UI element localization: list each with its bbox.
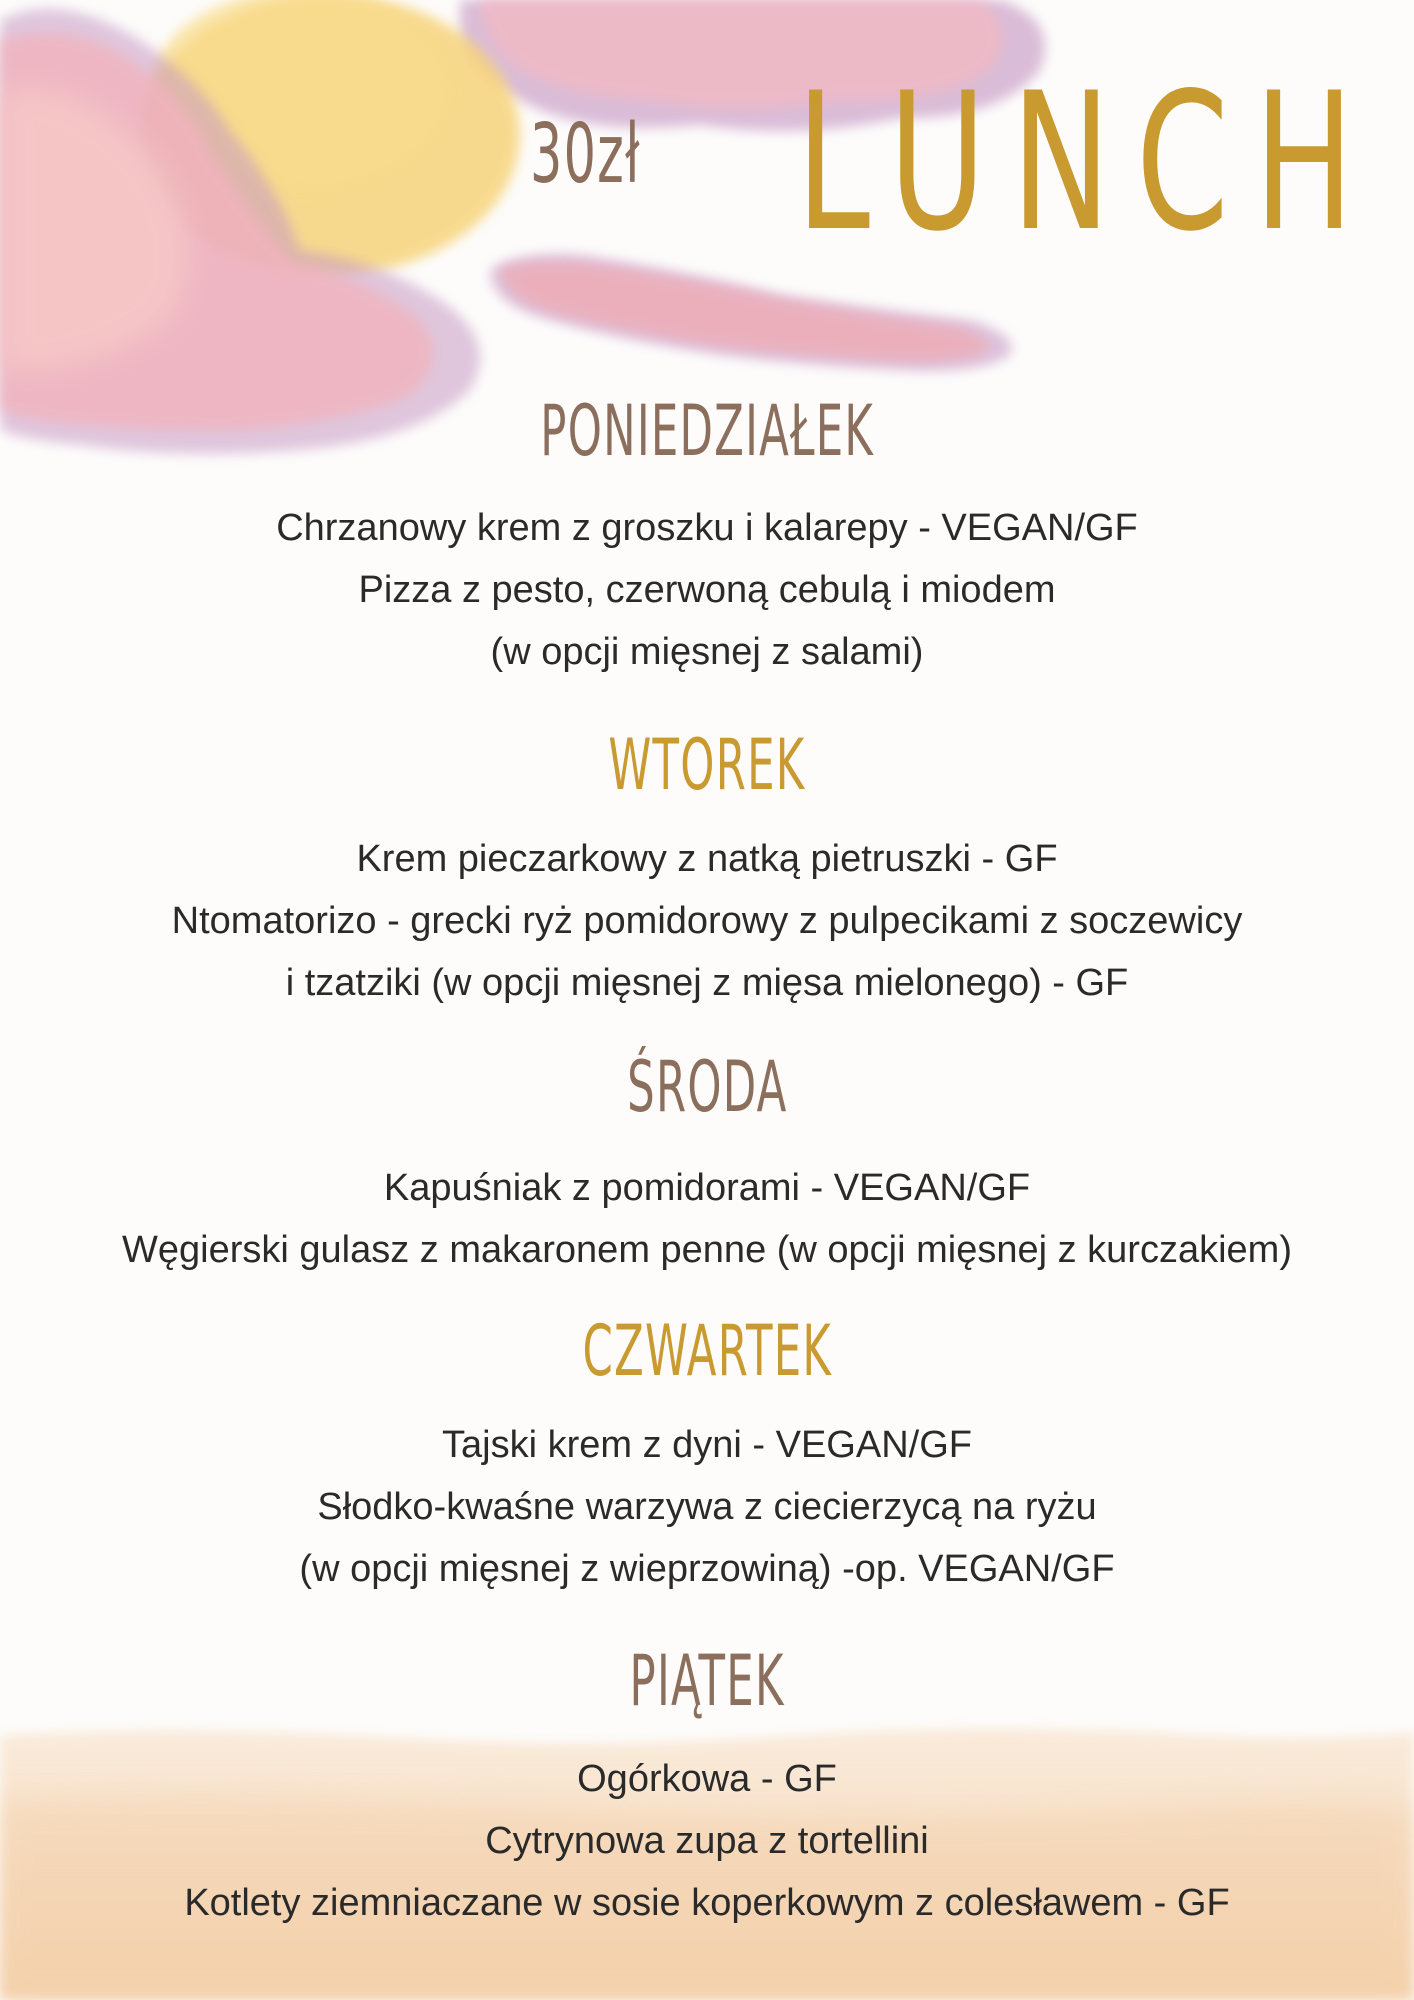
dish-item: Kapuśniak z pomidorami - VEGAN/GF — [383, 1167, 1031, 1209]
menu-header — [530, 52, 1390, 292]
menu-title: LUNCH — [796, 52, 1380, 273]
day-heading-monday: PONIEDZIAŁEK — [540, 390, 874, 472]
dish-item: Węgierski gulasz z makaronem penne (w opcji mięsnej z kurczakiem) — [122, 1229, 1292, 1271]
dish-item: Słodko-kwaśne warzywa z ciecierzycą na ryżu — [317, 1486, 1097, 1528]
day-dishes-wednesday — [0, 1157, 1414, 1281]
dish-item: (w opcji mięsnej z wieprzowiną) -op. VEGAN/GF — [299, 1548, 1115, 1590]
dish-item: Cytrynowa zupa z tortellini — [485, 1820, 929, 1862]
day-dishes-friday — [0, 1748, 1414, 1934]
dish-item: i tzatziki (w opcji mięsnej z mięsa mielonego) - GF — [285, 962, 1129, 1004]
dish-item: Chrzanowy krem z groszku i kalarepy - VEGAN/GF — [276, 507, 1138, 549]
dish-item: Ntomatorizo - grecki ryż pomidorowy z pulpecikami z soczewicy — [171, 900, 1243, 942]
dish-item: (w opcji mięsnej z salami) — [490, 631, 924, 673]
day-heading-wednesday: ŚRODA — [626, 1046, 788, 1128]
price-label: 30zł — [530, 107, 641, 202]
day-dishes-monday — [0, 497, 1414, 683]
day-heading-friday: PIĄTEK — [629, 1640, 785, 1722]
day-dishes-tuesday — [0, 828, 1414, 1014]
dish-item: Pizza z pesto, czerwoną cebulą i miodem — [358, 569, 1056, 611]
day-dishes-thursday — [0, 1414, 1414, 1600]
day-heading-tuesday: WTOREK — [608, 724, 806, 806]
day-heading-thursday: CZWARTEK — [582, 1310, 832, 1392]
dish-item: Kotlety ziemniaczane w sosie koperkowym z colesławem - GF — [184, 1882, 1230, 1924]
dish-item: Ogórkowa - GF — [577, 1758, 837, 1800]
dish-item: Tajski krem z dyni - VEGAN/GF — [442, 1424, 972, 1466]
dish-item: Krem pieczarkowy z natką pietruszki - GF — [356, 838, 1058, 880]
